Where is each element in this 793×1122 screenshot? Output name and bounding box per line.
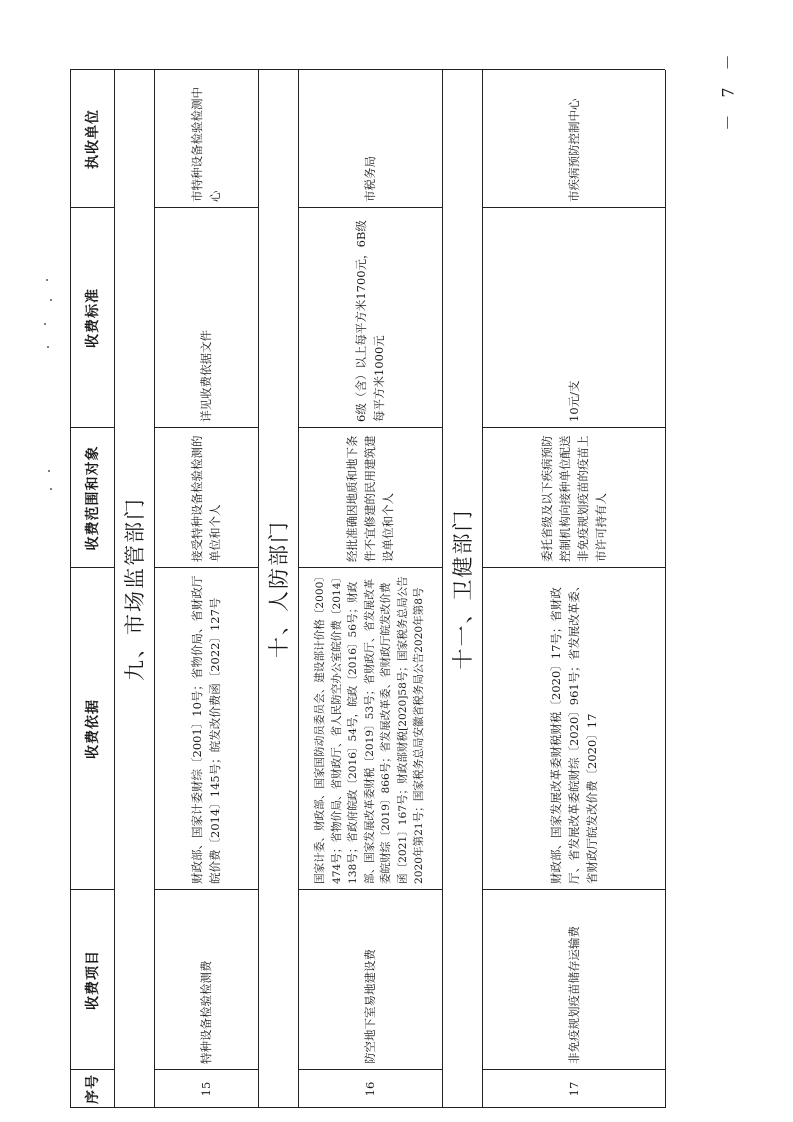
header-seq: 序号	[85, 1074, 101, 1104]
row-basis: 财政部、国家计委财综〔2001〕10号；省物价局、省财政厅皖价费〔2014〕145号；皖发改价费函〔2022〕127号	[190, 575, 222, 884]
row-standard: 详见收费依据文件	[199, 330, 213, 422]
row-seq: 17	[566, 1081, 581, 1097]
row-item: 特种设备检验检测费	[199, 960, 213, 1064]
row-unit: 市特种设备检验检测中心	[190, 87, 222, 202]
row-scope: 经批准确因地质和地下条件不宜修建的民用建筑建设单位和个人	[345, 435, 395, 562]
row-unit: 市税务局	[363, 156, 377, 202]
row-scope: 接受特种设备检验检测的单位和个人	[190, 435, 222, 562]
fee-table	[70, 70, 665, 1108]
row-seq: 16	[363, 1081, 377, 1097]
section-title: 九、市场监管部门	[123, 497, 147, 681]
section-title: 十一、卫健部门	[451, 508, 475, 670]
row-item: 防空地下室易地建设费	[363, 949, 377, 1064]
header-scope: 收费范围和对象	[85, 445, 101, 551]
header-item: 收费项目	[85, 950, 101, 1010]
page-number: － 7 －	[718, 48, 738, 131]
table-border-bottom	[665, 70, 666, 1108]
row-standard: 6级（含）以上每平方米1700元，6B级每平方米1000元	[354, 220, 386, 422]
row-item: 非免疫规划疫苗储存运输费	[566, 926, 581, 1064]
header-unit: 执收单位	[85, 109, 101, 169]
row-basis: 财政部、国家发展改革委财税财税〔2020〕17号；省财政厅、省发展改革委皖财综〔2020〕961号；省发展改革委、省财政厅皖发改价费〔2020〕17	[548, 579, 599, 884]
header-standard: 收费标准	[85, 288, 101, 348]
row-seq: 15	[199, 1081, 213, 1097]
section-title: 十、人防部门	[267, 520, 291, 658]
row-unit: 市疾病预防控制中心	[566, 98, 581, 202]
row-scope: 委托省级及以下疾病预防控制机构向接种单位配送非免疫规划疫苗的疫苗上市许可持有人	[539, 435, 608, 562]
row-standard: 10元/支	[566, 380, 581, 422]
row-basis: 国家计委、财政部、国家国防动员委员会、建设部计价格〔2000〕474号；省物价局、省财政厅、省人民防空办公室皖价费〔2014〕138号；省政府皖政〔2016〕54号，皖政〔2016〕56号；财政部、国家发展改革委财税〔2019〕53号；省财政厅、省发展改革委皖财综〔2019〕866号；省发展改革委、省财政厅皖发改价费函〔2021〕167号；财政部财税[2020]58号；国家税务总局公告2020年第21号；国家税务总局安徽省税务局公告2020年第8号	[314, 576, 426, 884]
header-basis: 收费依据	[85, 699, 101, 759]
